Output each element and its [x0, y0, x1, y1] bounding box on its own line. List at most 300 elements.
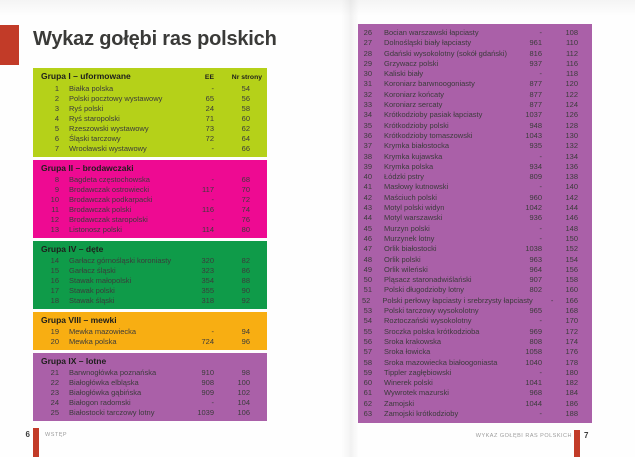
- row-number: 47: [363, 244, 372, 254]
- row-number: 43: [363, 203, 372, 213]
- breed-name: Dolnośląski biały łapciasty: [384, 38, 472, 48]
- page-ref: 58: [241, 104, 250, 113]
- breed-name: Krótkodzioby pasiak łapciasty: [384, 110, 483, 120]
- ee-number: 877: [529, 79, 542, 89]
- breed-name: Białogłówka gąbińska: [69, 388, 142, 397]
- table-row: [358, 110, 592, 120]
- ee-number: 935: [529, 141, 542, 151]
- breed-name: Krymka polska: [384, 161, 434, 171]
- row-number: 28: [363, 48, 372, 58]
- table-row: [358, 121, 592, 131]
- breed-group: [33, 353, 267, 421]
- ee-number: 116: [202, 205, 214, 214]
- footer-bar-right: [574, 430, 580, 457]
- row-number: 4: [54, 114, 59, 123]
- group-header: [33, 356, 267, 368]
- breed-name: Tippler zagłębiowski: [384, 367, 452, 377]
- table-row: [33, 84, 267, 94]
- table-row: [358, 69, 592, 79]
- ee-number: -: [539, 28, 542, 37]
- breed-group: [33, 68, 267, 157]
- row-number: 1: [54, 84, 59, 93]
- page-ref: 66: [241, 144, 250, 153]
- row-number: 19: [50, 327, 59, 336]
- page-ref: 94: [241, 327, 250, 336]
- page-ref: 74: [241, 205, 250, 214]
- table-row: [358, 306, 592, 316]
- page-ref: 168: [565, 306, 578, 316]
- ee-number: 1037: [525, 110, 542, 120]
- page-ref: 98: [241, 368, 250, 377]
- page-ref: 56: [241, 94, 250, 103]
- table-row: [358, 203, 592, 213]
- ee-number: -: [539, 316, 542, 326]
- page-ref: 150: [565, 233, 578, 243]
- ee-number: -: [211, 215, 214, 224]
- table-row: [358, 316, 592, 326]
- row-number: 11: [51, 205, 59, 214]
- row-number: 7: [54, 144, 59, 153]
- ee-number: 1044: [525, 398, 542, 408]
- breed-name: Kaliski biały: [384, 69, 424, 79]
- breed-name: Listonosz polski: [69, 225, 122, 234]
- breed-name: Białogon radomski: [69, 398, 131, 407]
- ee-number: 809: [529, 172, 542, 182]
- page-ref: 148: [565, 223, 578, 233]
- page-ref: 96: [241, 337, 250, 346]
- page-ref: 178: [565, 357, 578, 367]
- row-number: 5: [54, 124, 59, 133]
- ee-number: 354: [201, 276, 214, 285]
- table-row: [33, 398, 267, 408]
- table-row: [358, 49, 592, 59]
- row-number: 36: [363, 130, 372, 140]
- table-row: [33, 368, 267, 378]
- row-number: 29: [363, 58, 372, 68]
- page-ref: 104: [237, 398, 250, 407]
- table-row: [33, 195, 267, 205]
- row-number: 44: [363, 213, 372, 223]
- ee-number: 877: [529, 89, 542, 99]
- table-row: [33, 327, 267, 337]
- breed-name: Białostocki tarczowy lotny: [69, 408, 155, 417]
- page-ref: 186: [565, 398, 578, 408]
- page-ref: 144: [565, 203, 578, 213]
- ee-number: 117: [202, 185, 214, 194]
- table-row: [358, 234, 592, 244]
- table-row: [33, 205, 267, 215]
- ee-number: 71: [205, 114, 214, 123]
- breed-name: Stawak małopolski: [69, 276, 132, 285]
- footer-section-label-right: WYKAZ GOŁĘBI RAS POLSKICH: [475, 433, 572, 439]
- page-ref: 126: [565, 110, 578, 120]
- table-row: [33, 276, 267, 286]
- table-row: [358, 337, 592, 347]
- breed-list-continued: [358, 24, 592, 423]
- table-row: [358, 59, 592, 69]
- row-number: 13: [50, 225, 59, 234]
- page-ref: 182: [565, 378, 578, 388]
- table-row: [358, 399, 592, 409]
- row-number: 56: [363, 336, 372, 346]
- row-number: 59: [363, 367, 372, 377]
- page-ref: 102: [237, 388, 250, 397]
- ee-number: 816: [529, 48, 542, 58]
- table-row: [358, 327, 592, 337]
- breed-name: Maściuch polski: [384, 192, 437, 202]
- page-ref: 138: [565, 172, 578, 182]
- page-ref: 90: [241, 286, 250, 295]
- row-number: 35: [363, 120, 372, 130]
- breed-name: Rzeszowski wystawowy: [69, 124, 149, 133]
- table-row: [358, 162, 592, 172]
- breed-name: Krótkodzioby tomaszowski: [384, 130, 473, 140]
- row-number: 38: [363, 151, 372, 161]
- page-ref: 146: [565, 213, 578, 223]
- row-number: 63: [363, 408, 372, 418]
- ee-number: 1040: [525, 357, 542, 367]
- ee-number: 1039: [197, 408, 214, 417]
- ee-number: 909: [201, 388, 214, 397]
- breed-name: Ryś staropolski: [69, 114, 120, 123]
- column-header-page: Nr strony: [231, 74, 262, 81]
- table-row: [33, 114, 267, 124]
- page-ref: 156: [565, 264, 578, 274]
- scan-edge-shade: [0, 0, 635, 16]
- table-row: [33, 215, 267, 225]
- breed-group: [33, 241, 267, 309]
- table-row: [358, 213, 592, 223]
- ee-number: 1042: [525, 203, 542, 213]
- ee-number: 355: [201, 286, 214, 295]
- table-row: [358, 38, 592, 48]
- page-ref: 124: [565, 100, 578, 110]
- table-row: [358, 244, 592, 254]
- ee-number: -: [211, 84, 214, 93]
- breed-name: Mewka mazowiecka: [69, 327, 137, 336]
- breed-name: Śląski tarczowy: [69, 134, 121, 143]
- ee-number: -: [539, 367, 542, 377]
- ee-number: 969: [529, 326, 542, 336]
- breed-name: Motyl warszawski: [384, 213, 443, 223]
- page-ref: 140: [565, 182, 578, 192]
- row-number: 22: [50, 378, 59, 387]
- ee-number: -: [211, 398, 214, 407]
- breed-name: Zamojski krótkodzioby: [384, 408, 459, 418]
- group-header: [33, 244, 267, 256]
- page-ref: 154: [565, 254, 578, 264]
- table-row: [33, 337, 267, 347]
- ee-number: 73: [205, 124, 214, 133]
- ee-number: -: [539, 69, 542, 79]
- group-name: Grupa VIII – mewki: [41, 315, 117, 325]
- breed-name: Grzywacz polski: [384, 58, 439, 68]
- page-ref: 122: [565, 89, 578, 99]
- row-number: 21: [50, 368, 59, 377]
- table-row: [358, 152, 592, 162]
- breed-name: Brodawczak podkarpacki: [69, 195, 153, 204]
- breed-name: Polski perłowy łapciasty i srebrzysty łapciasty: [382, 295, 533, 305]
- breed-name: Koroniarz barwnoogoniasty: [384, 79, 475, 89]
- page-ref: 128: [565, 120, 578, 130]
- footer-section-label-left: WSTĘP: [45, 432, 68, 438]
- table-row: [358, 378, 592, 388]
- table-row: [358, 296, 592, 306]
- table-row: [358, 182, 592, 192]
- breed-name: Bocian warszawski łapciasty: [384, 28, 479, 37]
- table-row: [358, 285, 592, 295]
- breed-group: [33, 312, 267, 350]
- row-number: 55: [363, 326, 372, 336]
- table-row: [33, 225, 267, 235]
- table-row: [358, 409, 592, 419]
- ee-number: 1043: [525, 130, 542, 140]
- row-number: 10: [50, 195, 59, 204]
- breed-name: Wrocławski wystawowy: [69, 144, 147, 153]
- page-ref: 120: [565, 79, 578, 89]
- page-ref: 112: [566, 48, 578, 58]
- breed-name: Murzynek lotny: [384, 233, 435, 243]
- row-number: 51: [363, 285, 372, 295]
- breed-name: Koroniarz końcaty: [384, 89, 445, 99]
- group-name: Grupa I – uformowane: [41, 71, 131, 81]
- ee-number: 72: [205, 134, 214, 143]
- page-ref: 108: [565, 28, 578, 37]
- row-number: 62: [363, 398, 372, 408]
- table-row: [33, 94, 267, 104]
- page-ref: 142: [565, 192, 578, 202]
- ee-number: 936: [529, 213, 542, 223]
- breed-name: Sroka mazowiecka białoogoniasta: [384, 357, 498, 367]
- breed-name: Orlik polski: [384, 254, 421, 264]
- ee-number: -: [539, 182, 542, 192]
- page-gutter: [341, 0, 359, 457]
- ee-number: -: [539, 233, 542, 243]
- table-row: [358, 79, 592, 89]
- row-number: 18: [50, 296, 59, 305]
- ee-number: 24: [205, 104, 214, 113]
- breed-name: Garłacz śląski: [69, 266, 116, 275]
- page-ref: 80: [241, 225, 250, 234]
- breed-name: Brodawczak staropolski: [69, 215, 148, 224]
- ee-number: -: [539, 408, 542, 418]
- table-row: [358, 131, 592, 141]
- page-ref: 166: [565, 295, 578, 305]
- ee-number: 908: [201, 378, 214, 387]
- row-number: 17: [50, 286, 59, 295]
- group-name: Grupa II – brodawczaki: [41, 163, 134, 173]
- table-row: [33, 144, 267, 154]
- row-number: 61: [363, 388, 372, 398]
- page-ref: 62: [241, 124, 250, 133]
- breed-name: Roztoczański wysokolotny: [384, 316, 472, 326]
- table-row: [33, 296, 267, 306]
- group-name: Grupa IX – lotne: [41, 356, 107, 366]
- breed-name: Winerek polski: [384, 378, 433, 388]
- row-number: 24: [50, 398, 59, 407]
- page-ref: 82: [241, 256, 250, 265]
- ee-number: 724: [201, 337, 214, 346]
- row-number: 42: [363, 192, 372, 202]
- breed-name: Mewka polska: [69, 337, 117, 346]
- row-number: 45: [363, 223, 372, 233]
- page-ref: 152: [565, 244, 578, 254]
- breed-name: Krótkodzioby polski: [384, 120, 449, 130]
- breed-name: Koroniarz sercaty: [384, 100, 443, 110]
- table-row: [358, 255, 592, 265]
- ee-number: 323: [201, 266, 214, 275]
- breed-name: Krymka kujawska: [384, 151, 443, 161]
- accent-square: [0, 25, 19, 65]
- table-row: [33, 256, 267, 266]
- table-row: [358, 90, 592, 100]
- page-ref: 68: [241, 175, 250, 184]
- ee-number: 965: [529, 306, 542, 316]
- row-number: 52: [362, 295, 371, 305]
- page-ref: 88: [241, 276, 250, 285]
- page-ref: 64: [241, 134, 250, 143]
- page-ref: 70: [241, 185, 250, 194]
- page-ref: 160: [565, 285, 578, 295]
- group-header: [33, 163, 267, 175]
- row-number: 39: [363, 161, 372, 171]
- row-number: 20: [50, 337, 59, 346]
- page-ref: 116: [566, 58, 578, 68]
- row-number: 8: [54, 175, 59, 184]
- page-ref: 60: [241, 114, 250, 123]
- row-number: 33: [363, 100, 372, 110]
- page-ref: 174: [565, 336, 578, 346]
- row-number: 3: [54, 104, 59, 113]
- table-row: [33, 388, 267, 398]
- row-number: 49: [363, 264, 372, 274]
- ee-number: 961: [529, 38, 542, 48]
- table-row: [33, 266, 267, 276]
- breed-name: Barwnogłówka poznańska: [69, 368, 157, 377]
- page-number-left: 6: [25, 430, 30, 439]
- ee-number: 937: [529, 58, 542, 68]
- table-row: [33, 185, 267, 195]
- row-number: 57: [363, 347, 372, 357]
- page-ref: 170: [565, 316, 578, 326]
- ee-number: 318: [201, 296, 214, 305]
- ee-number: 65: [205, 94, 214, 103]
- row-number: 32: [363, 89, 372, 99]
- table-row: [33, 175, 267, 185]
- breed-name: Garłacz górnośląski koroniasty: [69, 256, 172, 265]
- ee-number: -: [550, 295, 554, 305]
- page-ref: 188: [565, 408, 578, 418]
- breed-name: Polski tarczowy wysokolotny: [384, 306, 479, 316]
- ee-number: 907: [529, 275, 542, 285]
- footer-bar-left: [33, 428, 39, 457]
- row-number: 6: [54, 134, 59, 143]
- table-row: [33, 134, 267, 144]
- ee-number: -: [211, 175, 214, 184]
- page-ref: 184: [565, 388, 578, 398]
- row-number: 37: [363, 141, 372, 151]
- row-number: 14: [50, 256, 59, 265]
- breed-name: Brodawczak polski: [69, 205, 132, 214]
- breed-name: Stawak śląski: [69, 296, 115, 305]
- breed-name: Motyl polski widyn: [384, 203, 445, 213]
- table-row: [33, 104, 267, 114]
- ee-number: 934: [529, 161, 542, 171]
- row-number: 30: [363, 69, 372, 79]
- row-number: 31: [363, 79, 372, 89]
- table-row: [358, 100, 592, 110]
- table-row: [358, 224, 592, 234]
- page-ref: 132: [565, 141, 578, 151]
- breed-name: Sroczka polska krótkodzioba: [384, 326, 480, 336]
- ee-number: -: [211, 195, 214, 204]
- breed-name: Stawak polski: [69, 286, 115, 295]
- row-number: 50: [363, 275, 372, 285]
- page-ref: 130: [565, 130, 578, 140]
- row-number: 16: [50, 276, 59, 285]
- table-row: [358, 347, 592, 357]
- ee-number: -: [211, 144, 214, 153]
- breed-groups-table: [33, 68, 267, 424]
- breed-name: Brodawczak ostrowiecki: [69, 185, 150, 194]
- group-header: [33, 315, 267, 327]
- table-row: [33, 378, 267, 388]
- ee-number: 114: [202, 225, 214, 234]
- row-number: 46: [363, 233, 372, 243]
- group-header: [33, 71, 267, 84]
- group-name: Grupa IV – dęte: [41, 244, 104, 254]
- table-row: [358, 141, 592, 151]
- column-header-ee: EE: [204, 74, 214, 81]
- row-number: 25: [50, 408, 59, 417]
- table-row: [358, 172, 592, 182]
- breed-name: Polski długodzioby lotny: [384, 285, 465, 295]
- page-ref: 134: [565, 151, 578, 161]
- row-number: 40: [363, 172, 372, 182]
- table-row: [358, 275, 592, 285]
- page-ref: 54: [241, 84, 250, 93]
- page-ref: 106: [237, 408, 250, 417]
- row-number: 2: [54, 94, 59, 103]
- page-ref: 180: [565, 367, 578, 377]
- ee-number: 877: [529, 100, 542, 110]
- row-number: 54: [363, 316, 372, 326]
- table-row: [33, 408, 267, 418]
- page-ref: 136: [565, 161, 578, 171]
- breed-name: Masłowy kutnowski: [384, 182, 449, 192]
- ee-number: 1038: [525, 244, 542, 254]
- breed-name: Bagdeta częstochowska: [69, 175, 150, 184]
- page-ref: 110: [566, 38, 578, 48]
- table-row: [358, 368, 592, 378]
- table-row: [358, 265, 592, 275]
- breed-name: Sroka łowicka: [384, 347, 431, 357]
- breed-group: [33, 160, 267, 238]
- ee-number: 1058: [525, 347, 542, 357]
- breed-name: Krymka białostocka: [384, 141, 450, 151]
- row-number: 15: [50, 266, 59, 275]
- ee-number: -: [539, 223, 542, 233]
- row-number: 9: [54, 185, 59, 194]
- row-number: 48: [363, 254, 372, 264]
- breed-name: Polski pocztowy wystawowy: [69, 94, 163, 103]
- breed-name: Murzyn polski: [384, 223, 430, 233]
- ee-number: 960: [529, 192, 542, 202]
- row-number: 58: [363, 357, 372, 367]
- table-row: [33, 124, 267, 134]
- page-ref: 76: [241, 215, 250, 224]
- breed-name: Wywrotek mazurski: [384, 388, 449, 398]
